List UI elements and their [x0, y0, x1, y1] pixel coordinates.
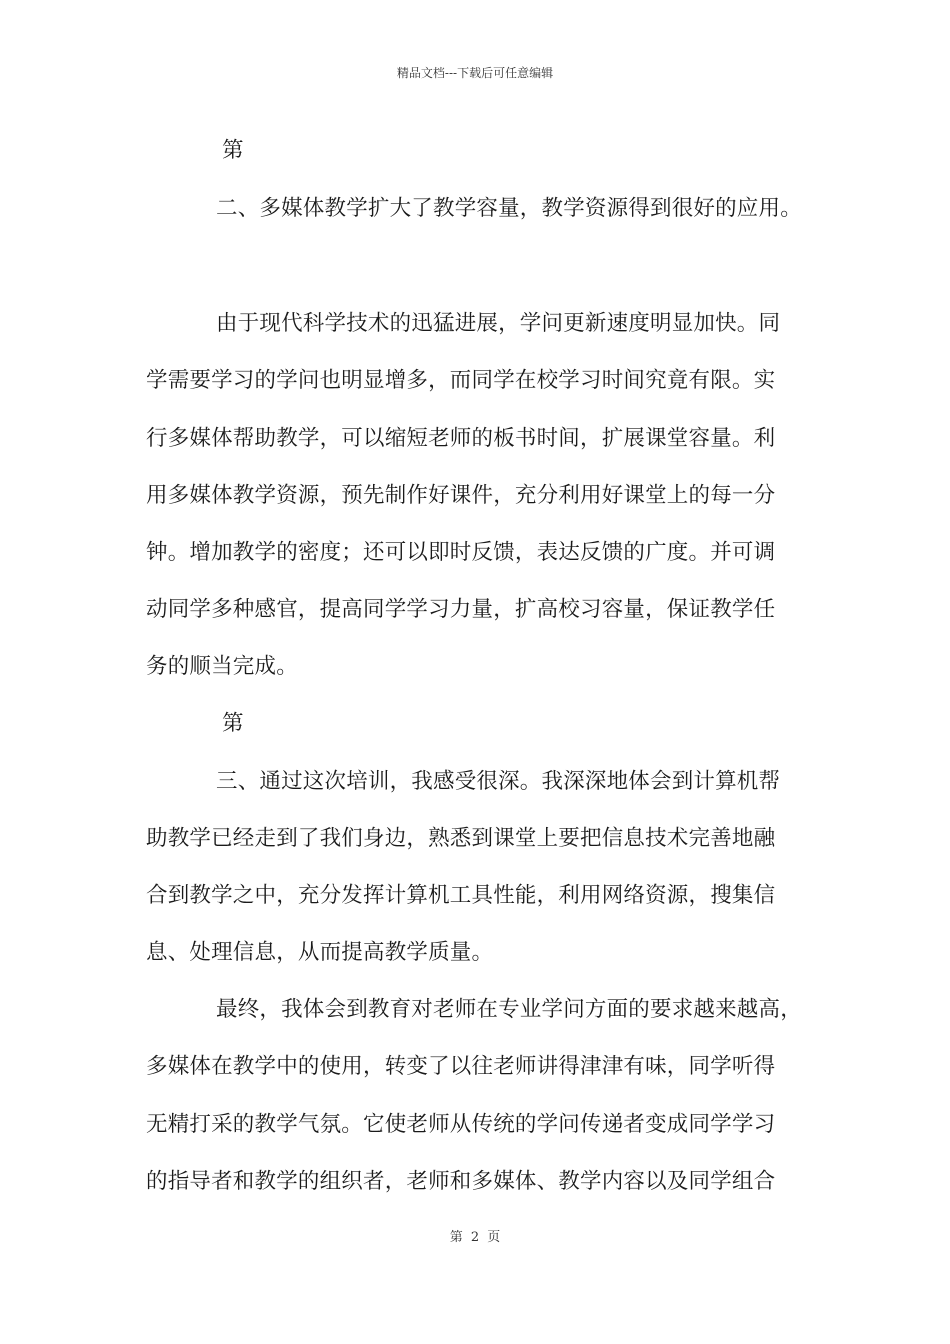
- paragraph-line: 合到教学之中，充分发挥计算机工具性能，利用网络资源，搜集信: [146, 883, 776, 908]
- paragraph-line: 最终，我体会到教育对老师在专业学问方面的要求越来越高，: [216, 997, 802, 1022]
- paragraph-line: 无精打采的教学气氛。它使老师从传统的学问传递者变成同学学习: [146, 1112, 776, 1137]
- paragraph-line: 学需要学习的学问也明显增多，而同学在校学习时间究竟有限。实: [146, 368, 776, 393]
- paragraph-line: 用多媒体教学资源，预先制作好课件，充分利用好课堂上的每一分: [146, 483, 776, 508]
- paragraph-line: 钟。增加教学的密度；还可以即时反馈，表达反馈的广度。并可调: [146, 540, 776, 565]
- paragraph-line: 的指导者和教学的组织者，老师和多媒体、教学内容以及同学组合: [146, 1169, 776, 1194]
- paragraph-line: 多媒体在教学中的使用，转变了以往老师讲得津津有味，同学听得: [146, 1054, 776, 1079]
- paragraph-line: 行多媒体帮助教学，可以缩短老师的板书时间，扩展课堂容量。利: [146, 426, 776, 451]
- paragraph-line: 动同学多种感官，提高同学学习力量，扩高校习容量，保证教学任: [146, 597, 776, 622]
- paragraph-line: 由于现代科学技术的迅猛进展，学问更新速度明显加快。同: [216, 311, 781, 336]
- page-number: 第 2 页: [449, 1230, 501, 1245]
- paragraph-line: 三、通过这次培训，我感受很深。我深深地体会到计算机帮: [216, 769, 781, 794]
- page-header: 精品文档---下载后可任意编辑: [396, 66, 554, 80]
- paragraph-line: 助教学已经走到了我们身边，熟悉到课堂上要把信息技术完善地融: [146, 826, 776, 851]
- paragraph-line: 息、处理信息，从而提高教学质量。: [146, 940, 494, 965]
- section-marker: 第: [222, 711, 244, 736]
- section-marker: 第: [222, 138, 244, 163]
- section-heading: 二、多媒体教学扩大了教学容量，教学资源得到很好的应用。: [216, 196, 802, 221]
- paragraph-line: 务的顺当完成。: [146, 654, 298, 679]
